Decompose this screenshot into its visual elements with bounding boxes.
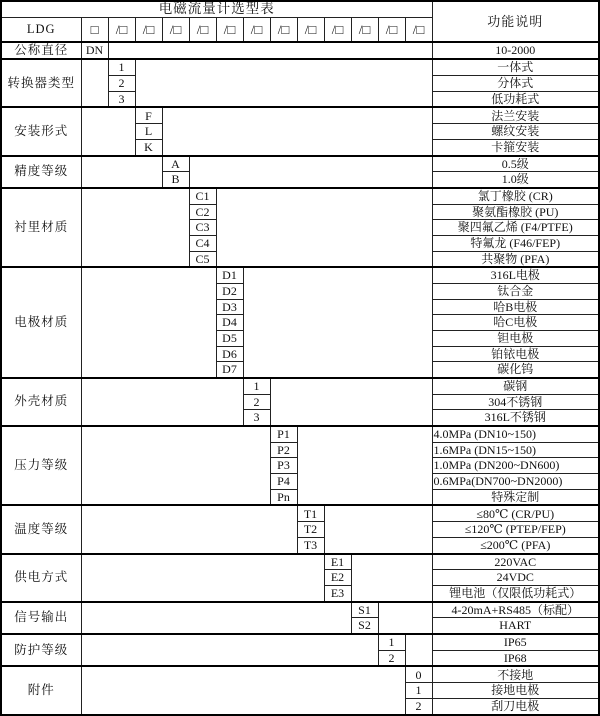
desc-cell: HART (432, 618, 599, 634)
code-cell: T2 (297, 522, 324, 538)
desc-cell: 锂电池（仅限低功耗式） (432, 585, 599, 601)
code-cell: K (135, 139, 162, 155)
code-cell: 3 (108, 91, 135, 107)
page-title: 电磁流量计选型表 (1, 1, 432, 18)
section-label: 衬里材质 (1, 188, 81, 267)
code-cell: D4 (216, 315, 243, 331)
code-cell: S2 (351, 618, 378, 634)
desc-cell: 螺纹安装 (432, 124, 599, 140)
section-label: 附件 (1, 666, 81, 715)
empty-spacer-left (81, 267, 216, 378)
code-cell: C4 (189, 236, 216, 252)
desc-cell: 特殊定制 (432, 489, 599, 505)
table-row (1, 267, 599, 283)
section-label: 精度等级 (1, 156, 81, 188)
desc-cell: 铂铱电极 (432, 346, 599, 362)
model-prefix: LDG (1, 18, 81, 43)
table-row (1, 378, 599, 394)
code-cell: D7 (216, 362, 243, 378)
desc-cell: 法兰安装 (432, 107, 599, 123)
section-label: 电极材质 (1, 267, 81, 378)
empty-spacer-left (81, 59, 108, 107)
section-label: 公称直径 (1, 42, 81, 59)
table-row (1, 634, 599, 650)
desc-cell: 304不锈钢 (432, 394, 599, 410)
empty-spacer-left (81, 156, 162, 188)
desc-cell: ≤200℃ (PFA) (432, 537, 599, 553)
code-cell: C2 (189, 204, 216, 220)
empty-spacer-right (405, 634, 432, 666)
code-cell: L (135, 124, 162, 140)
code-cell: 0 (405, 666, 432, 682)
code-cell: A (162, 156, 189, 172)
code-cell: T3 (297, 537, 324, 553)
empty-spacer-right (378, 602, 432, 634)
model-box: /□ (189, 18, 216, 43)
desc-cell: 不接地 (432, 666, 599, 682)
desc-cell: 共聚物 (PFA) (432, 251, 599, 267)
empty-spacer-right (135, 59, 432, 107)
code-cell: 2 (405, 698, 432, 715)
table-row (1, 505, 599, 521)
model-box: /□ (135, 18, 162, 43)
model-box: /□ (243, 18, 270, 43)
table-row (1, 42, 599, 59)
table-row (1, 107, 599, 123)
desc-cell: 316L电极 (432, 267, 599, 283)
desc-cell: 1.0级 (432, 172, 599, 188)
desc-cell: 一体式 (432, 59, 599, 75)
desc-cell: 碳钢 (432, 378, 599, 394)
code-cell: 2 (243, 394, 270, 410)
model-box: /□ (270, 18, 297, 43)
model-box-first: □ (81, 18, 108, 43)
code-cell: DN (81, 42, 108, 59)
desc-cell: ≤120℃ (PTEP/FEP) (432, 522, 599, 538)
desc-cell: 24VDC (432, 570, 599, 586)
code-cell: D1 (216, 267, 243, 283)
table-row (1, 188, 599, 204)
code-cell: C3 (189, 220, 216, 236)
code-cell: 1 (378, 634, 405, 650)
desc-cell: IP68 (432, 650, 599, 666)
code-cell: 1 (243, 378, 270, 394)
table-row (1, 554, 599, 570)
section-label: 压力等级 (1, 426, 81, 505)
empty-spacer-right (270, 378, 432, 426)
code-cell: E2 (324, 570, 351, 586)
desc-cell: 钽电极 (432, 331, 599, 347)
code-cell: B (162, 172, 189, 188)
model-box: /□ (162, 18, 189, 43)
desc-cell: 10-2000 (432, 42, 599, 59)
empty-spacer-right (189, 156, 432, 188)
empty-spacer-left (81, 666, 405, 715)
desc-cell: IP65 (432, 634, 599, 650)
desc-cell: ≤80℃ (CR/PU) (432, 505, 599, 521)
code-cell: C1 (189, 188, 216, 204)
empty-spacer-left (81, 505, 297, 553)
code-cell: P3 (270, 458, 297, 474)
table-row (1, 156, 599, 172)
code-cell: D3 (216, 299, 243, 315)
table-row (1, 666, 599, 682)
function-column-header: 功能说明 (432, 1, 599, 42)
empty-spacer-left (81, 426, 270, 505)
desc-cell: 特氟龙 (F46/FEP) (432, 236, 599, 252)
desc-cell: 聚四氟乙烯 (F4/PTFE) (432, 220, 599, 236)
code-cell: 2 (378, 650, 405, 666)
code-cell: 1 (405, 683, 432, 699)
code-cell: D2 (216, 284, 243, 300)
desc-cell: 4-20mA+RS485（标配） (432, 602, 599, 618)
code-cell: P2 (270, 442, 297, 458)
section-label: 转换器类型 (1, 59, 81, 107)
model-box: /□ (405, 18, 432, 43)
model-box: /□ (351, 18, 378, 43)
empty-spacer-right (243, 267, 432, 378)
table-row (1, 426, 599, 442)
code-cell: E3 (324, 585, 351, 601)
desc-cell: 卡箍安装 (432, 139, 599, 155)
desc-cell: 1.6MPa (DN15~150) (432, 442, 599, 458)
desc-cell: 316L不锈钢 (432, 410, 599, 426)
code-cell: D5 (216, 331, 243, 347)
section-label: 防护等级 (1, 634, 81, 666)
desc-cell: 钛合金 (432, 284, 599, 300)
desc-cell: 低功耗式 (432, 91, 599, 107)
desc-cell: 0.6MPa(DN700~DN2000) (432, 474, 599, 490)
code-cell: E1 (324, 554, 351, 570)
desc-cell: 4.0MPa (DN10~150) (432, 426, 599, 442)
code-cell: F (135, 107, 162, 123)
model-box: /□ (324, 18, 351, 43)
code-cell: 1 (108, 59, 135, 75)
code-cell: 2 (108, 76, 135, 92)
empty-spacer-left (81, 634, 378, 666)
desc-cell: 聚氨酯橡胶 (PU) (432, 204, 599, 220)
desc-cell: 哈C电极 (432, 315, 599, 331)
desc-cell: 分体式 (432, 76, 599, 92)
desc-cell: 0.5级 (432, 156, 599, 172)
section-label: 温度等级 (1, 505, 81, 553)
model-box: /□ (297, 18, 324, 43)
section-label: 外壳材质 (1, 378, 81, 426)
model-box: /□ (378, 18, 405, 43)
desc-cell: 1.0MPa (DN200~DN600) (432, 458, 599, 474)
section-label: 安装形式 (1, 107, 81, 155)
empty-spacer-left (81, 554, 324, 602)
empty-spacer-left (81, 188, 189, 267)
table-row (1, 59, 599, 75)
title-row (1, 1, 599, 18)
empty-spacer-right (324, 505, 432, 553)
empty-spacer-right (162, 107, 432, 155)
empty-spacer-left (81, 107, 135, 155)
code-cell: D6 (216, 346, 243, 362)
desc-cell: 氯丁橡胶 (CR) (432, 188, 599, 204)
model-box: /□ (216, 18, 243, 43)
section-label: 供电方式 (1, 554, 81, 602)
desc-cell: 接地电极 (432, 683, 599, 699)
empty-spacer-right (351, 554, 432, 602)
code-cell: P4 (270, 474, 297, 490)
code-cell: P1 (270, 426, 297, 442)
desc-cell: 刮刀电极 (432, 698, 599, 715)
desc-cell: 220VAC (432, 554, 599, 570)
code-cell: 3 (243, 410, 270, 426)
empty-spacer-right (216, 188, 432, 267)
table-row (1, 602, 599, 618)
desc-cell: 碳化钨 (432, 362, 599, 378)
empty-spacer-left (81, 378, 243, 426)
model-box: /□ (108, 18, 135, 43)
code-cell: T1 (297, 505, 324, 521)
empty-spacer-right (297, 426, 432, 505)
desc-cell: 哈B电极 (432, 299, 599, 315)
empty-spacer-right (108, 42, 432, 59)
section-label: 信号输出 (1, 602, 81, 634)
code-cell: Pn (270, 489, 297, 505)
empty-spacer-left (81, 602, 351, 634)
code-cell: C5 (189, 251, 216, 267)
code-cell: S1 (351, 602, 378, 618)
